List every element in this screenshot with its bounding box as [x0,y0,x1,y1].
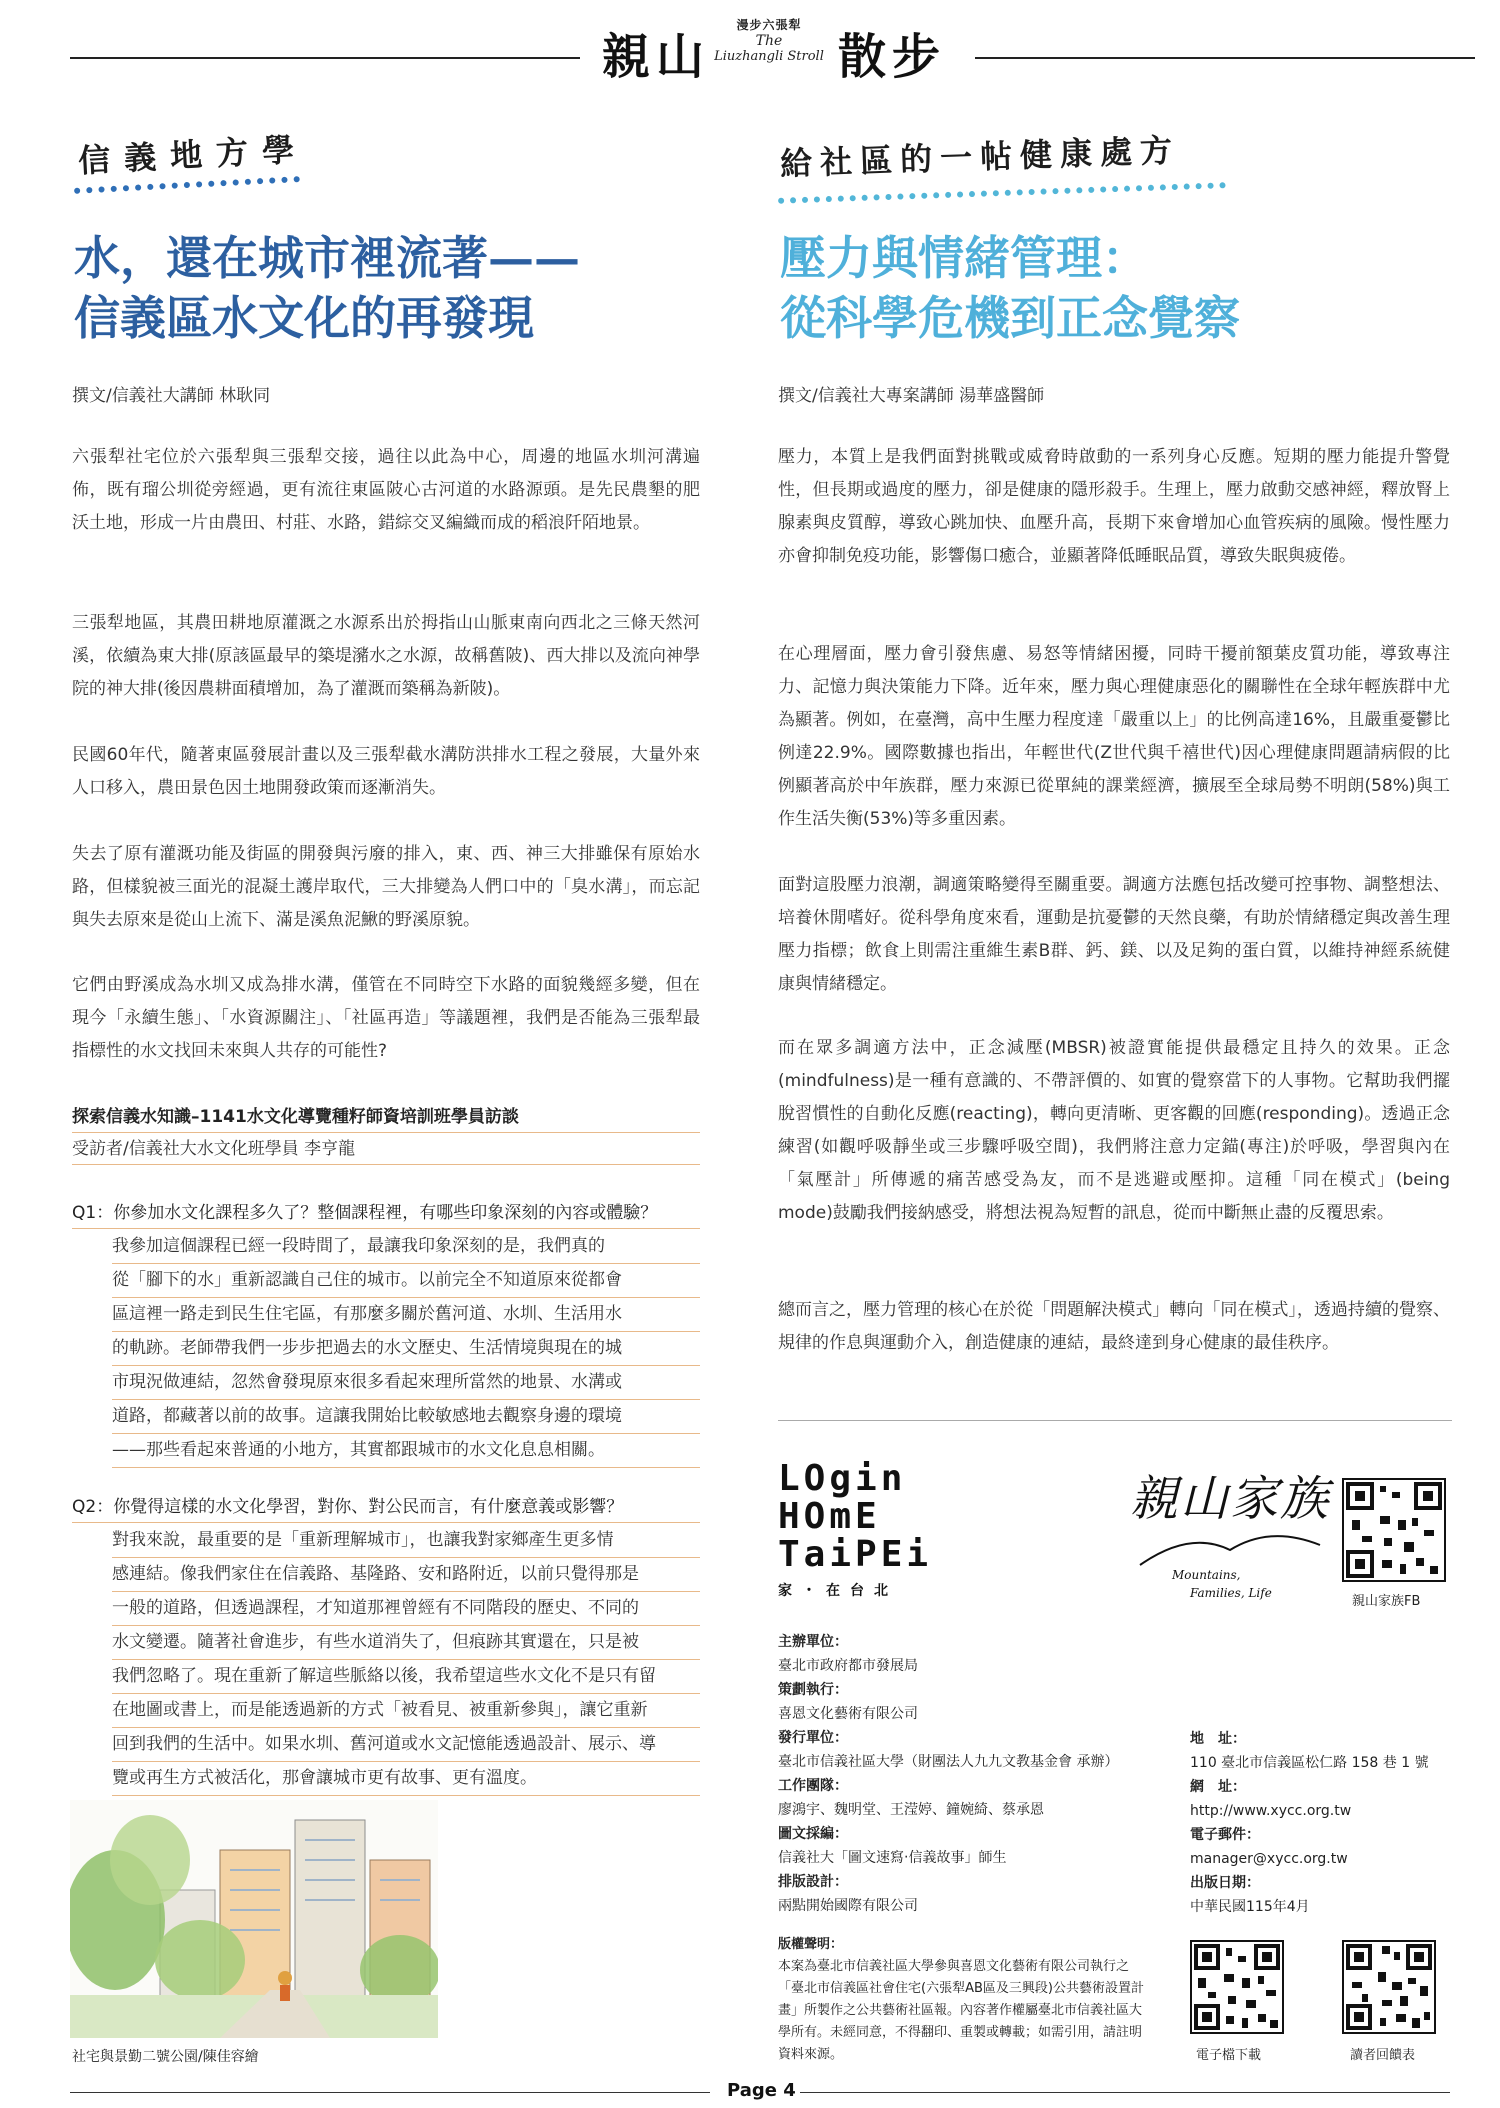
header-subtitle-zh: 漫步六張犁 [736,18,802,32]
credit-label: 策劃執行： [778,1682,848,1698]
contact-label: 出版日期： [1190,1875,1260,1891]
question-2: Q2：你覺得這樣的水文化學習，對你、對公民而言，有什麼意義或影響？ [72,1492,700,1523]
contact-value: http://www.xycc.org.tw [1190,1803,1352,1819]
qr-pattern-download [1192,1942,1282,2032]
copyright-label: 版權聲明： [778,1937,844,1952]
fb-qr-label: 親山家族FB [1352,1594,1421,1609]
header-title-right: 散步 [838,29,947,85]
copyright-text: 本案為臺北市信義社區大學參與喜恩文化藝術有限公司執行之「臺北市信義區社會住宅(六張犁AB區及三興段)公共藝術設置計畫」所製作之公共藝術社區報。內容著作權屬臺北市信義社區大學所有。未經同意，不得翻印、重製或轉載；如需引用，請註明資料來源。 [778,1959,1144,2062]
contact-value: manager@xycc.org.tw [1190,1851,1348,1867]
credit-label: 發行單位： [778,1730,848,1746]
credit-label: 主辦單位： [778,1634,848,1650]
copyright-block [778,1934,1148,2066]
left-author: 撰文/信義社大講師 林耿同 [72,386,271,406]
credit-label: 圖文採編： [778,1826,848,1842]
contact-value: 中華民國115年4月 [1190,1899,1310,1915]
page-number: Page 4 [727,2080,796,2101]
answer-line: 水文變遷。隨著社會進步，有些水道消失了，但痕跡其實還在，只是被 [112,1626,700,1660]
download-qr-label: 電子檔下載 [1196,2048,1262,2063]
right-paragraph-2: 在心理層面，壓力會引發焦慮、易怒等情緒困擾，同時干擾前額葉皮質功能，導致專注力、記憶力與決策能力下降。近年來，壓力與心理健康惡化的關聯性在全球年輕族群中尤為顯著。例如，在臺灣，高中生壓力程度達「嚴重以上」的比例高達16%，且嚴重憂鬱比例達22.9%。國際數據也指出，年輕世代(Z世代與千禧世代)因心理健康問題請病假的比例顯著高於中年族群，壓力來源已從單純的課業經濟，擴展至全球局勢不明朗(58%)與工作生活失衡(53%)等多重因素。 [778,644,1450,829]
right-author: 撰文/信義社大專案講師 湯華盛醫師 [778,386,1045,406]
right-tag-dots [778,182,1226,204]
answer-line: 對我來說，最重要的是「重新理解城市」，也讓我對家鄉產生更多情 [112,1524,700,1558]
logo-line-3: TaiPEi [778,1534,933,1575]
right-paragraph-1: 壓力，本質上是我們面對挑戰或威脅時啟動的一系列身心反應。短期的壓力能提升警覺性，但長期或過度的壓力，卻是健康的隱形殺手。生理上，壓力啟動交感神經，釋放腎上腺素與皮質醇，導致心跳加快、血壓升高，長期下來會增加心血管疾病的風險。慢性壓力亦會抑制免疫功能，影響傷口癒合，並顯著降低睡眠品質，導致失眠與疲倦。 [778,447,1450,566]
header-title-left: 親山 [602,29,711,85]
left-paragraph-5: 它們由野溪成為水圳又成為排水溝，僅管在不同時空下水路的面貌幾經多變，但在現今「永續生態」、「水資源關注」、「社區再造」等議題裡，我們是否能為三張犁最指標性的水文找回未來與人共存的可能性? [72,975,700,1061]
header-rule-left [70,57,580,59]
answer-line: 我參加這個課程已經一段時間了，最讓我印象深刻的是，我們真的 [112,1230,700,1264]
credit-label: 排版設計： [778,1874,848,1890]
feedback-qr-code[interactable] [1342,1940,1436,2034]
left-paragraph-4: 失去了原有灌溉功能及街區的開發與污廢的排入，東、西、神三大排雖保有原始水路，但樣貌被三面光的混凝土護岸取代，三大排變為人們口中的「臭水溝」，而忘記與失去原來是從山上流下、滿是溪魚泥鰍的野溪原貌。 [72,844,700,930]
fb-qr-code[interactable] [1342,1478,1446,1582]
family-logo [1120,1450,1350,1610]
answer-line: 道路，都藏著以前的故事。這讓我開始比較敏感地去觀察身邊的環境 [112,1400,700,1434]
feedback-qr-label: 讀者回饋表 [1350,2048,1416,2063]
credit-value: 信義社大「圖文速寫‧信義故事」師生 [778,1850,1007,1866]
contact-label: 地 址： [1190,1731,1246,1747]
interviewee: 受訪者/信義社大水文化班學員 李亨龍 [72,1134,700,1165]
left-paragraph-2: 三張犁地區，其農田耕地原灌溉之水源系出於拇指山山脈東南向西北之三條天然河溪，依續為東大排(原該區最早的築堤瀦水之水源，故稱舊陂)、西大排以及流向神學院的神大排(後因農耕面積增加，為了灌溉而築稱為新陂)。 [72,613,700,699]
right-paragraph-3: 面對這股壓力浪潮，調適策略變得至關重要。調適方法應包括改變可控事物、調整想法、培養休閒嗜好。從科學角度來看，運動是抗憂鬱的天然良藥，有助於情緒穩定與改善生理壓力指標；飲食上則需注重維生素B群、鈣、鎂、以及足夠的蛋白質，以維持神經系統健康與情緒穩定。 [778,875,1450,994]
logo-line-1: LOgin [778,1458,907,1499]
credits-block [778,1630,1158,1918]
family-logo-main: 親山家族 [1130,1471,1331,1527]
right-title-line1: 壓力與情緒管理： [780,231,1148,285]
right-title-line2: 從科學危機到正念覺察 [780,291,1240,345]
credit-value: 臺北市政府都市發展局 [778,1658,918,1674]
answer-line: 覽或再生方式被活化，那會讓城市更有故事、更有溫度。 [112,1762,700,1796]
right-section-tag: 給社區的一帖健康處方 [779,131,1181,183]
logo-subtitle: 家・在台北 [778,1583,898,1599]
header-subtitle-the: The [755,33,783,49]
answer-line: ——那些看起來普通的小地方，其實都跟城市的水文化息息相關。 [112,1434,700,1468]
answer-line: 一般的道路，但透過課程，才知道那裡曾經有不同階段的歷史、不同的 [112,1592,700,1626]
logo-line-2: HOmE [778,1496,881,1537]
right-paragraph-5: 總而言之，壓力管理的核心在於從「問題解決模式」轉向「同在模式」，透過持續的覺察、規律的作息與運動介入，創造健康的連結，最終達到身心健康的最佳秩序。 [778,1300,1450,1353]
header-subtitle-en: Liuzhangli Stroll [714,49,824,64]
answer-line: 的軌跡。老師帶我們一步步把過去的水文歷史、生活情境與現在的城 [112,1332,700,1366]
footer-rule-right [800,2092,1450,2093]
park-illustration [70,1800,438,2038]
left-title-line1: 水，還在城市裡流著—— [74,231,580,285]
answer-1 [112,1230,700,1468]
interview-title: 探索信義水知識–1141水文化導覽種籽師資培訓班學員訪談 [72,1102,700,1133]
qr-pattern-fb [1344,1480,1444,1580]
left-paragraph-1: 六張犁社宅位於六張犁與三張犁交接，過往以此為中心，周邊的地區水圳河溝遍佈，既有瑠公圳從旁經過，更有流往東區陂心古河道的水路源頭。是先民農墾的肥沃土地，形成一片由農田、村莊、水路，錯綜交叉編織而成的稻浪阡陌地景。 [72,447,700,533]
answer-line: 市現況做連結，忽然會發現原來很多看起來理所當然的地景、水溝或 [112,1366,700,1400]
contact-label: 電子郵件： [1190,1827,1260,1843]
download-qr-code[interactable] [1190,1940,1284,2034]
answer-line: 回到我們的生活中。如果水圳、舊河道或水文記憶能透過設計、展示、導 [112,1728,700,1762]
right-divider [778,1420,1452,1421]
contact-block [1190,1727,1460,1919]
answer-line: 區這裡一路走到民生住宅區，有那麼多關於舊河道、水圳、生活用水 [112,1298,700,1332]
answer-line: 我們忽略了。現在重新了解這些脈絡以後，我希望這些水文化不是只有留 [112,1660,700,1694]
left-title-line2: 信義區水文化的再發現 [74,291,534,345]
left-article-title [74,228,714,348]
left-paragraph-3: 民國60年代，隨著東區發展計畫以及三張犁截水溝防洪排水工程之發展，大量外來人口移入，農田景色因土地開發政策而逐漸消失。 [72,745,700,798]
answer-2 [112,1524,700,1796]
credit-label: 工作團隊： [778,1778,848,1794]
header-subtitle [710,16,828,65]
right-paragraph-4: 而在眾多調適方法中，正念減壓(MBSR)被證實能提供最穩定且持久的效果。正念(mindfulness)是一種有意識的、不帶評價的、如實的覺察當下的人事物。它幫助我們擺脫習慣性的自動化反應(reacting)，轉向更清晰、更客觀的回應(responding)。透過正念練習(如觀呼吸靜坐或三步驟呼吸空間)，我們將注意力定錨(專注)於呼吸，學習與內在「氣壓計」所傳遞的痛苦感受為友，而不是逃避或壓抑。這種「同在模式」(being mode)鼓勵我們接納感受，將想法視為短暫的訊息，從而中斷無止盡的反覆思索。 [778,1038,1450,1223]
illustration-drawing [70,1800,438,2038]
contact-label: 網 址： [1190,1779,1246,1795]
login-home-taipei-logo [778,1458,933,1600]
right-article-title [780,228,1460,348]
question-1: Q1：你參加水文化課程多久了？整個課程裡，有哪些印象深刻的內容或體驗？ [72,1198,700,1229]
contact-value: 110 臺北市信義區松仁路 158 巷 1 號 [1190,1755,1429,1771]
answer-line: 感連結。像我們家住在信義路、基隆路、安和路附近，以前只覺得那是 [112,1558,700,1592]
family-logo-en2: Families, Life [1190,1586,1272,1600]
illustration-caption: 社宅與景勤二號公園/陳佳容繪 [72,2049,259,2065]
header-rule-right [975,57,1475,59]
credit-value: 兩點開始國際有限公司 [778,1898,918,1914]
credit-value: 廖鴻宇、魏明堂、王滢婷、鐘婉綺、蔡承恩 [778,1802,1044,1818]
credit-value: 臺北市信義社區大學（財團法人九九文教基金會 承辦） [778,1754,1119,1770]
answer-line: 從「腳下的水」重新認識自己住的城市。以前完全不知道原來從都會 [112,1264,700,1298]
footer-rule-left [70,2092,710,2093]
family-logo-en1: Mountains, [1172,1568,1241,1582]
left-section-tag: 信義地方學 [77,130,309,180]
answer-line: 在地圖或書上，而是能透過新的方式「被看見、被重新參與」，讓它重新 [112,1694,700,1728]
qr-pattern-feedback [1344,1942,1434,2032]
credit-value: 喜恩文化藝術有限公司 [778,1706,918,1722]
